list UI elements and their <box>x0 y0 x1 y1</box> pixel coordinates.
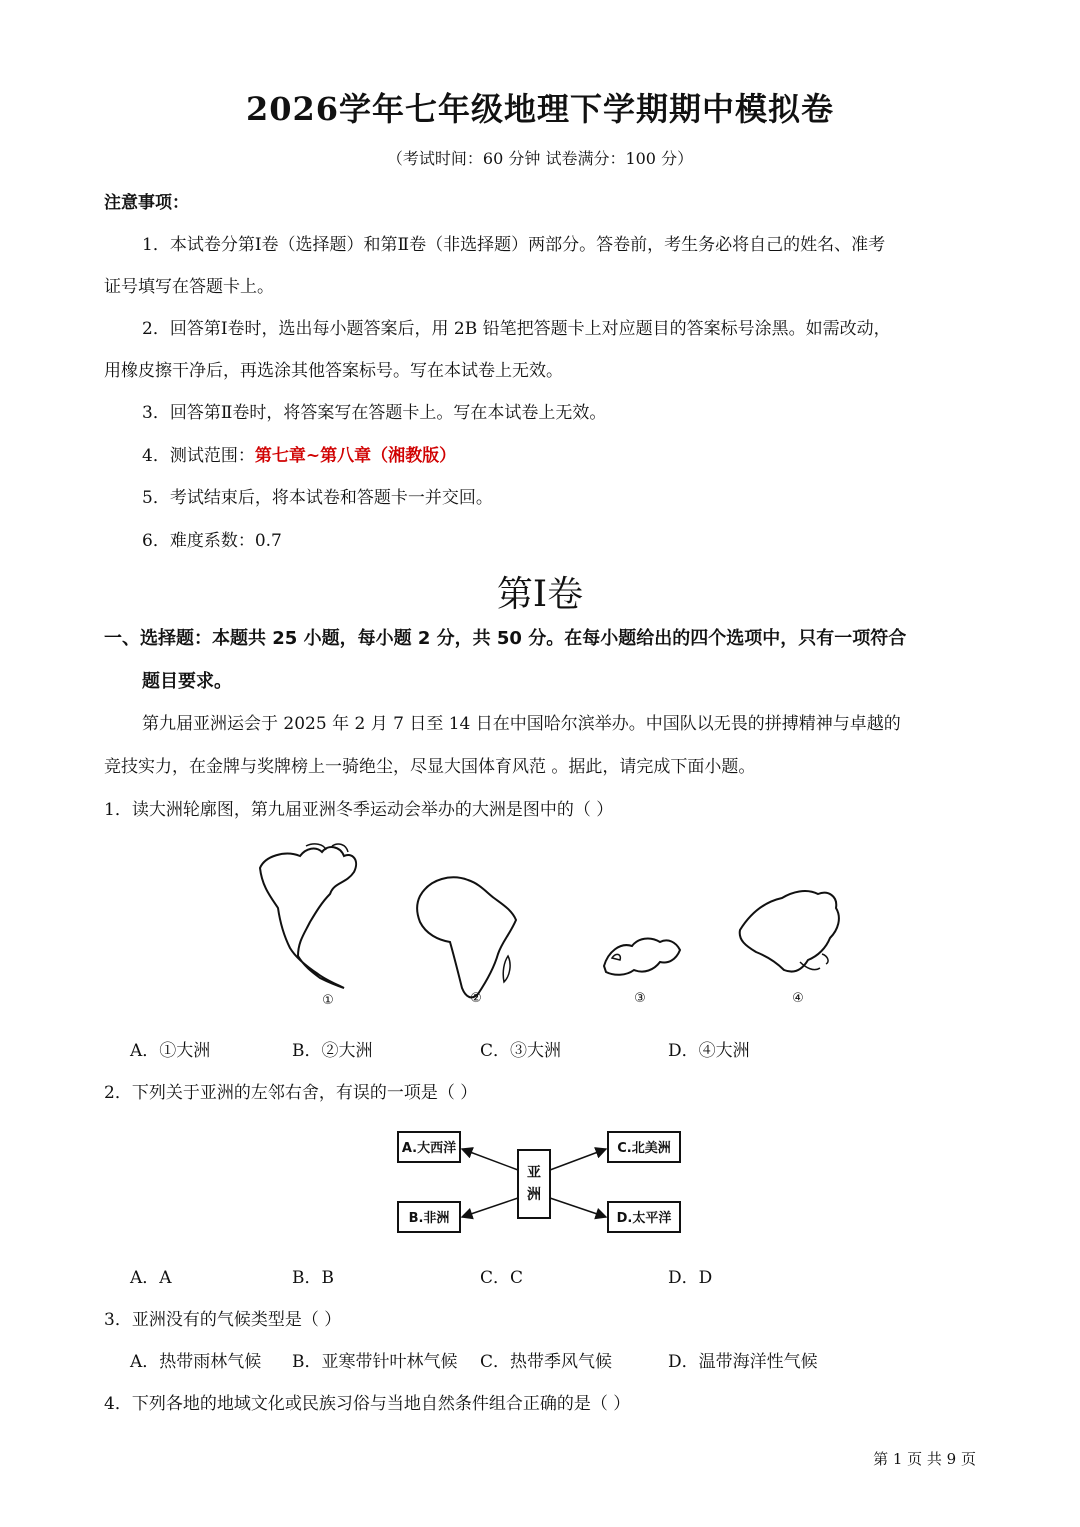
notice-item-5: 5．考试结束后，将本试卷和答题卡一并交回。 <box>142 488 493 508</box>
page-title: 2026学年七年级地理下学期期中模拟卷 <box>245 90 835 128</box>
notice-heading: 注意事项： <box>104 193 189 213</box>
q1-option-d[interactable]: D．④大洲 <box>668 1041 750 1061</box>
asia-neighbors-diagram <box>390 1122 690 1238</box>
passage-line-1: 第九届亚洲运会于 2025 年 2 月 7 日至 14 日在中国哈尔滨举办。中国队以无畏的拼搏精神与卓越的 <box>142 714 901 734</box>
notice-item-4-label: 4．测试范围： <box>142 446 255 466</box>
question-2-stem: 2．下列关于亚洲的左邻右舍，有误的一项是（ ） <box>104 1083 478 1103</box>
q2-option-b[interactable]: B．B <box>292 1268 334 1288</box>
notice-item-2-line-1: 2．回答第Ⅰ卷时，选出每小题答案后，用 2B 铅笔把答题卡上对应题目的答案标号涂黑。如需改动， <box>142 319 891 339</box>
continent-outline-map <box>240 838 840 1013</box>
q3-option-c[interactable]: C．热带季风气候 <box>480 1352 613 1372</box>
question-3-stem: 3．亚洲没有的气候类型是（ ） <box>104 1310 342 1330</box>
box-b-label: B.非洲 <box>408 1211 450 1226</box>
asia-outline <box>740 891 839 972</box>
exam-info: （考试时间：60 分钟 试卷满分：100 分） <box>386 149 694 168</box>
map-label-1: ① <box>322 993 334 1008</box>
passage-line-2: 竞技实力，在金牌与奖牌榜上一骑绝尘，尽显大国体育风范 。据此，请完成下面小题。 <box>104 757 756 777</box>
center-label-1: 亚 <box>527 1165 541 1181</box>
q2-option-c[interactable]: C．C <box>480 1268 524 1288</box>
question-1-stem: 1．读大洲轮廓图，第九届亚洲冬季运动会举办的大洲是图中的（ ） <box>104 800 614 820</box>
notice-item-1-line-2: 证号填写在答题卡上。 <box>104 277 274 297</box>
notice-item-1-line-1: 1．本试卷分第Ⅰ卷（选择题）和第Ⅱ卷（非选择题）两部分。答卷前，考生务必将自己的姓名、准考 <box>142 235 886 255</box>
test-range: 第七章~第八章（湘教版） <box>254 446 457 466</box>
q3-option-d[interactable]: D．温带海洋性气候 <box>668 1352 818 1372</box>
q1-option-b[interactable]: B．②大洲 <box>292 1041 373 1061</box>
section-instruction-line-2: 题目要求。 <box>142 671 232 692</box>
part-1-heading: 第Ⅰ卷 <box>496 574 584 615</box>
center-label-2: 洲 <box>527 1187 541 1203</box>
map-label-3: ③ <box>634 991 646 1006</box>
map-label-2: ② <box>470 991 482 1006</box>
page-number: 第 1 页 共 9 页 <box>873 1450 976 1468</box>
q2-option-a[interactable]: A．A <box>130 1268 172 1288</box>
q1-option-a[interactable]: A．①大洲 <box>130 1041 211 1061</box>
notice-item-3: 3．回答第Ⅱ卷时，将答案写在答题卡上。写在本试卷上无效。 <box>142 403 607 423</box>
q2-option-d[interactable]: D．D <box>668 1268 713 1288</box>
europe-outline <box>604 939 680 975</box>
section-instruction-line-1: 一、选择题：本题共 25 小题，每小题 2 分，共 50 分。在每小题给出的四个选项中，只有一项符合 <box>104 628 907 649</box>
notice-item-4 <box>142 441 456 466</box>
box-c-label: C.北美洲 <box>617 1141 671 1156</box>
notice-item-2-line-2: 用橡皮擦干净后，再选涂其他答案标号。写在本试卷上无效。 <box>104 361 563 381</box>
africa-outline <box>417 877 516 997</box>
north-america-outline <box>260 847 356 988</box>
question-4-stem: 4．下列各地的地域文化或民族习俗与当地自然条件组合正确的是（ ） <box>104 1394 631 1414</box>
q3-option-a[interactable]: A．热带雨林气候 <box>130 1352 262 1372</box>
box-d-label: D.太平洋 <box>616 1211 672 1226</box>
q3-option-b[interactable]: B．亚寒带针叶林气候 <box>292 1352 458 1372</box>
center-box <box>518 1150 550 1218</box>
map-label-4: ④ <box>792 991 804 1006</box>
q1-option-c[interactable]: C．③大洲 <box>480 1041 562 1061</box>
notice-item-6: 6．难度系数：0.7 <box>142 531 282 551</box>
box-a-label: A.大西洋 <box>401 1141 457 1156</box>
